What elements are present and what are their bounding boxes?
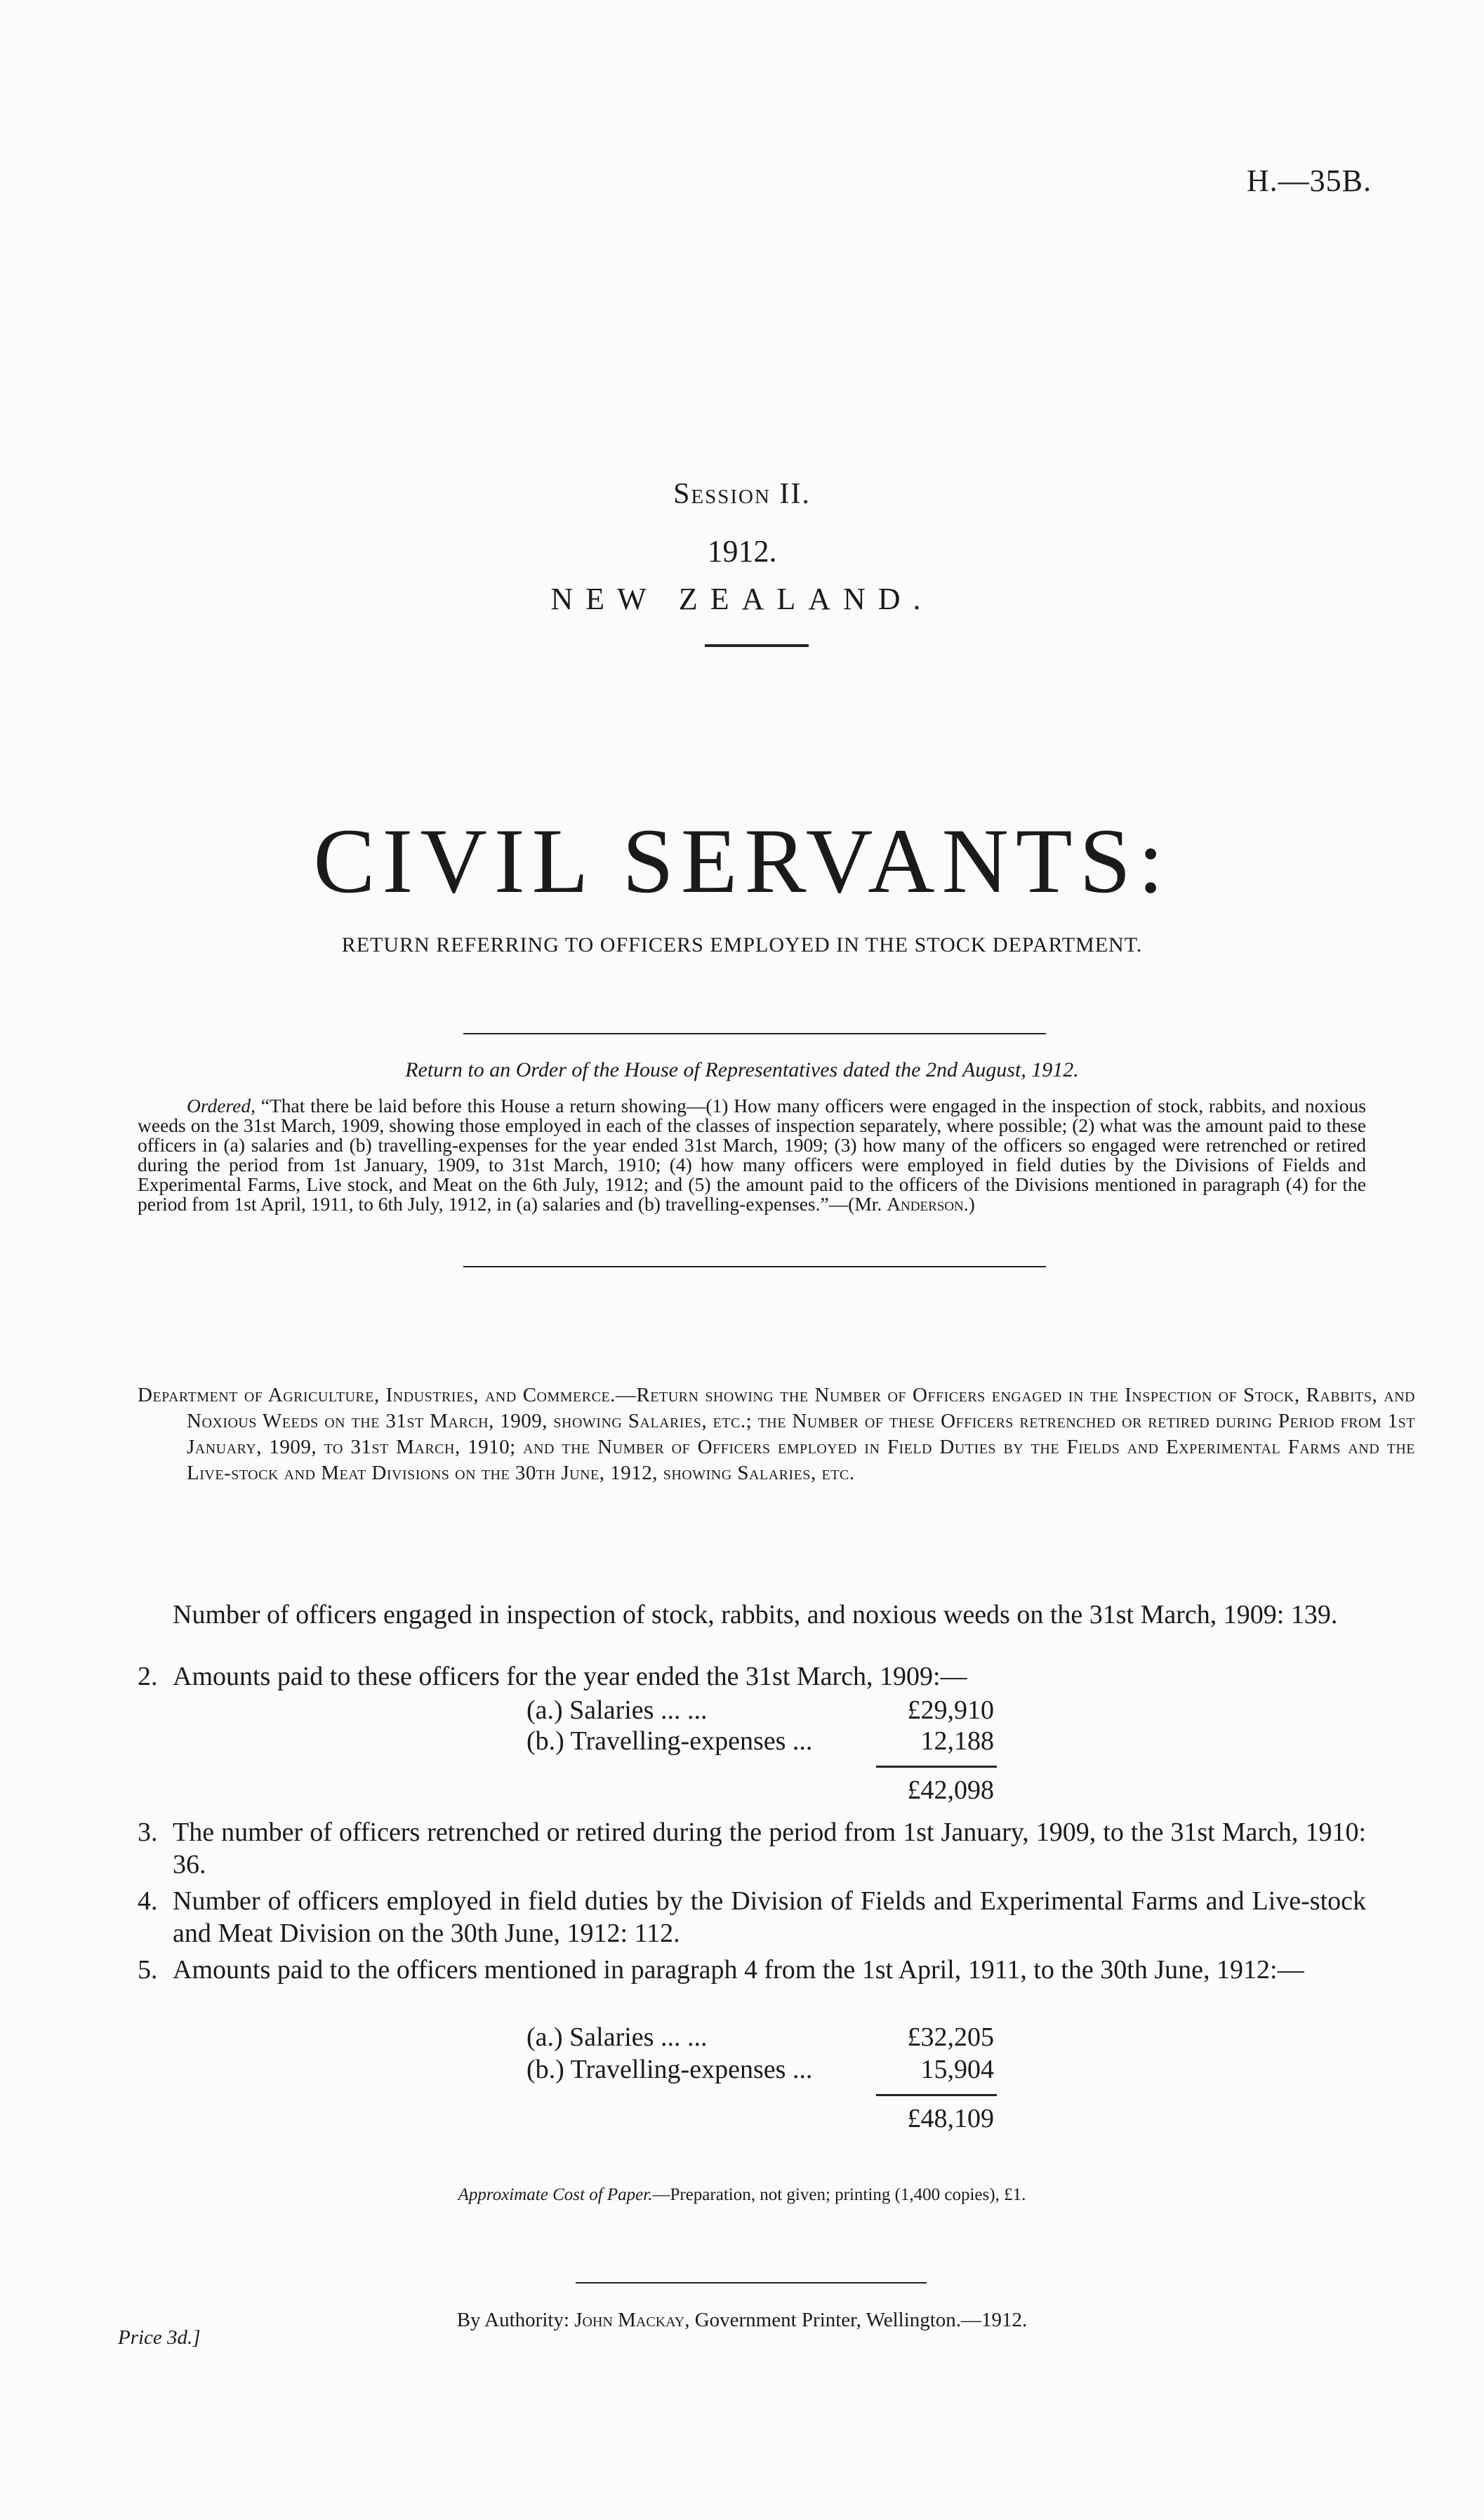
item-five-label-a: (a.) Salaries ... ... <box>526 2022 708 2052</box>
item-five-amount-b: 15,904 <box>920 2055 994 2084</box>
year-label: 1912. <box>707 534 777 568</box>
item-two-total: £42,098 <box>907 1775 994 1805</box>
cost-text: —Preparation, not given; printing (1,400 copies), £1. <box>652 2185 1026 2204</box>
item-two-number: 2. <box>138 1662 158 1691</box>
item-five-sum-rule <box>876 2094 997 2096</box>
item-two-sum-rule <box>876 1766 997 1768</box>
order-bottom-rule <box>463 1266 1046 1267</box>
item-two-text: Amounts paid to these officers for the year ended the 31st March, 1909:— <box>173 1662 967 1691</box>
item-three <box>138 1816 1366 1881</box>
masthead-divider <box>705 644 809 647</box>
price-label: Price 3d.] <box>118 2326 201 2349</box>
country-label: NEW ZEALAND. <box>550 582 934 616</box>
item-five-label-b: (b.) Travelling-expenses ... <box>526 2055 813 2084</box>
item-two-label-b: (b.) Travelling-expenses ... <box>526 1726 813 1756</box>
session-label: Session II. <box>673 478 811 510</box>
item-four-number: 4. <box>138 1886 158 1916</box>
item-three-text: The number of officers retrenched or retired during the period from 1st January, 1909, to the 31st March, 1910: 36. <box>173 1818 1366 1879</box>
order-body: “That there be laid before this House a return showing—(1) How many officers were engaged in the inspection of stock, rabbits, and noxious weeds on the 31st March, 1909, showing those employed in each of the classes of inspection separately, where possible; (2) what was the amount paid to these officers in (a) salaries and (b) travelling-expenses for the year ended 31st March, 1909; (3) how many of the officers so engaged were retrenched or retired during the period from 1st January, 1909, to 31st March, 1910; (4) how many officers were employed in field duties by the Divisions of Fields and Experimental Farms, Live stock, and Meat on the 6th July, 1912; and (5) the amount paid to the officers of the Divisions mentioned in paragraph (4) for the period from 1st April, 1911, to 6th July, 1912, in (a) salaries and (b) travelling-expenses.”—(Mr. <box>138 1095 1367 1215</box>
item-three-number: 3. <box>138 1818 158 1847</box>
order-tail: .) <box>963 1193 975 1215</box>
item-one-text: Number of officers engaged in inspection of stock, rabbits, and noxious weeds on the 31st March, 1909: 139. <box>173 1600 1338 1629</box>
authority-prefix: By Authority: <box>456 2309 575 2331</box>
cost-of-paper <box>0 2185 1484 2205</box>
item-one <box>138 1599 1366 1631</box>
item-two-amount-a: £29,910 <box>907 1695 994 1725</box>
order-lead: Ordered, <box>187 1095 256 1116</box>
item-five-number: 5. <box>138 1955 158 1985</box>
order-mover: Anderson <box>887 1193 964 1215</box>
footer-rule <box>576 2282 927 2284</box>
order-text <box>138 1096 1366 1214</box>
printer-name: John Mackay <box>574 2309 685 2331</box>
document-title: CIVIL SERVANTS: <box>313 809 1171 912</box>
document-subtitle: RETURN REFERRING TO OFFICERS EMPLOYED IN THE STOCK DEPARTMENT. <box>341 933 1143 956</box>
item-two-label-a: (a.) Salaries ... ... <box>526 1695 708 1725</box>
item-five <box>138 1954 1366 1986</box>
item-two-amount-b: 12,188 <box>920 1726 994 1756</box>
order-top-rule <box>463 1033 1046 1034</box>
item-five-total: £48,109 <box>907 2104 994 2133</box>
department-heading: Department of Agriculture, Industries, and Commerce.—Return showing the Number of Officers engaged in the Inspection of Stock, Rabbits, and Noxious Weeds on the 31st March, 1909, showing Salaries, etc.; the Number of these Officers retrenched or retired during Period from 1st January, 1909, to 31st March, 1910; and the Number of Officers employed in Field Duties by the Fields and Experimental Farms and the Live-stock and Meat Divisions on the 30th June, 1912, showing Salaries, etc. <box>138 1384 1415 1484</box>
authority-suffix: , Government Printer, Wellington.—1912. <box>684 2309 1028 2331</box>
item-four-text: Number of officers employed in field duties by the Division of Fields and Experimental Farms and Live-stock and Meat Division on the 30th June, 1912: 112. <box>173 1886 1366 1948</box>
order-heading: Return to an Order of the House of Representatives dated the 2nd August, 1912. <box>405 1058 1079 1081</box>
item-two <box>138 1660 1366 1693</box>
printer-authority <box>0 2309 1484 2332</box>
document-code: H.—35B. <box>1246 164 1372 198</box>
item-five-text: Amounts paid to the officers mentioned in paragraph 4 from the 1st April, 1911, to the 30th June, 1912:— <box>173 1955 1304 1985</box>
item-five-amount-a: £32,205 <box>907 2022 994 2052</box>
item-four <box>138 1885 1366 1949</box>
cost-label: Approximate Cost of Paper. <box>458 2185 653 2204</box>
